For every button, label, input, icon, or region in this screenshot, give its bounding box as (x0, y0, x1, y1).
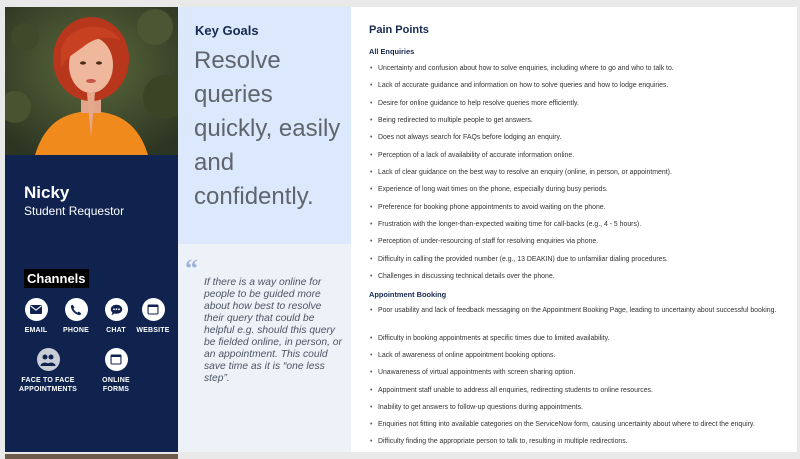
pain-points-heading: Pain Points (369, 24, 429, 36)
channel-label: CHAT (106, 327, 126, 334)
pain-point-item: • Preference for booking phone appointments to avoid waiting on the phone. (369, 203, 789, 212)
pain-point-item: • Being redirected to multiple people to get answers. (369, 116, 789, 125)
phone-icon (65, 298, 88, 321)
pain-point-item: • Challenges in discussing technical details over the phone. (369, 272, 789, 281)
pain-point-item: • Difficulty in calling the provided number (e.g., 13 DEAKIN) due to unfamiliar dialing procedures. (369, 255, 789, 264)
channel-label: PHONE (63, 327, 89, 334)
pain-point-item: • Experience of long wait times on the phone, especially during busy periods. (369, 185, 789, 194)
pain-point-item: • Difficulty in booking appointments at specific times due to limited availability. (369, 334, 789, 343)
quote-panel (178, 244, 351, 452)
channel-label: WEBSITE (136, 327, 170, 334)
pain-point-item: • Perception of a lack of availability of accurate information online. (369, 151, 789, 160)
pain-point-item: • Unawareness of virtual appointments with screen sharing option. (369, 368, 789, 377)
section-heading-appointment-booking: Appointment Booking (369, 290, 447, 299)
website-icon (142, 298, 165, 321)
channel-website (123, 298, 178, 335)
key-goals-panel (178, 7, 351, 244)
pain-point-item: • Desire for online guidance to help resolve queries more efficiently. (369, 99, 789, 108)
pain-points-panel (351, 7, 797, 452)
persona-role: Student Requestor (24, 204, 125, 218)
next-photo-strip (5, 454, 178, 459)
persona-photo (5, 7, 178, 155)
pain-point-item: • Inability to get answers to follow-up questions during appointments. (369, 403, 789, 412)
pain-point-item: • Difficulty finding the appropriate person to talk to, resulting in multiple redirections. (369, 437, 789, 446)
pain-point-item: • Lack of accurate guidance and information on how to solve queries and how to lodge enquiries. (369, 81, 789, 90)
channel-label: FACE TO FACE APPOINTMENTS (18, 377, 77, 393)
email-icon (25, 298, 48, 321)
pain-point-item: • Uncertainty and confusion about how to solve enquiries, including where to go and who to talk to. (369, 64, 789, 73)
pain-point-item: • Perception of under-resourcing of staff for resolving enquiries via phone. (369, 237, 789, 246)
channel-label: ONLINE FORMS (102, 377, 130, 393)
channel-face-to-face (6, 348, 90, 394)
section-heading-all-enquiries: All Enquiries (369, 47, 415, 56)
pain-point-item: • Appointment staff unable to address all enquiries, redirecting students to online resources. (369, 386, 789, 395)
pain-point-item: • Enquiries not fitting into available categories on the ServiceNow form, causing uncertainty about where to direct the enquiry. (369, 420, 789, 429)
channels-heading: Channels (24, 269, 89, 288)
face-to-face-icon (37, 348, 60, 371)
persona-profile-panel (5, 7, 178, 452)
quote-text: If there is a way online for people to be guided more about how best to resolve their query that could be helpful e.g. should this query be fielded online, in person, or an appointment. This could save time as it is “one less step”. (204, 277, 342, 384)
key-goals-text: Resolve queries quickly, easily and confidently. (194, 47, 341, 210)
pain-point-item: • Poor usability and lack of feedback messaging on the Appointment Booking Page, leading to uncertainty about successful booking. (369, 306, 789, 315)
pain-point-item: • Lack of clear guidance on the best way to resolve an enquiry (online, in person, or appointment). (369, 168, 789, 177)
channel-label: EMAIL (24, 327, 48, 334)
pain-point-item: • Does not always search for FAQs before lodging an enquiry. (369, 133, 789, 142)
pain-point-item: • Lack of awareness of online appointment booking options. (369, 351, 789, 360)
pain-point-item: • Frustration with the longer-than-expected waiting time for call-backs (e.g., 4 - 5 hours). (369, 220, 789, 229)
key-goals-heading: Key Goals (195, 23, 259, 38)
channel-online-forms (86, 348, 146, 394)
persona-name: Nicky (24, 183, 70, 202)
online-forms-icon (105, 348, 128, 371)
quote-mark-icon: “ (185, 254, 198, 283)
